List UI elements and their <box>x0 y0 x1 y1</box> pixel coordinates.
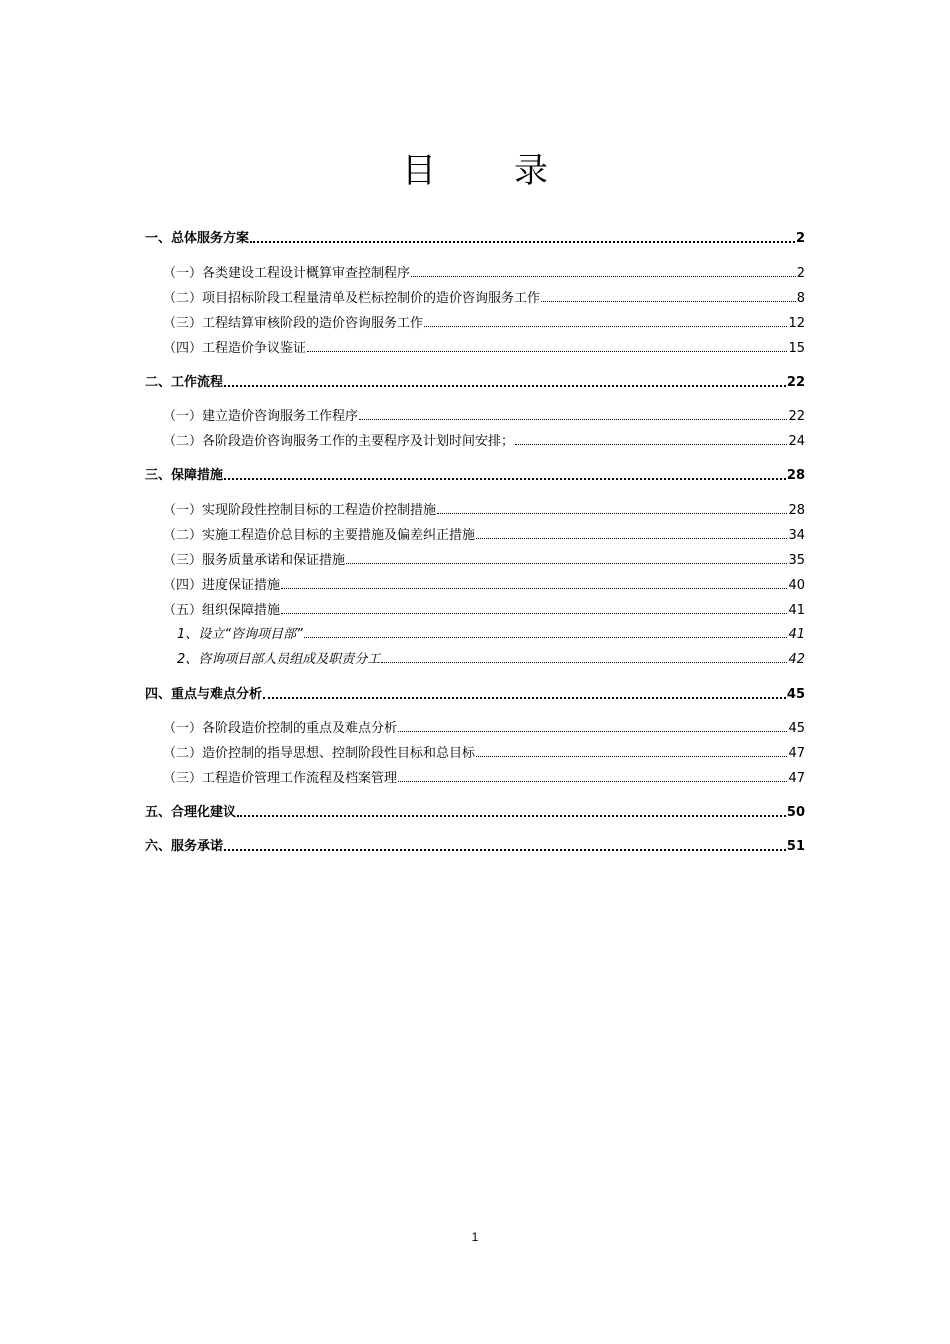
toc-entry-1-4[interactable] <box>145 336 805 356</box>
toc-entry-page: 47 <box>788 746 805 761</box>
toc-entry-label: （三）工程结算审核阶段的造价咨询服务工作 <box>163 312 423 331</box>
toc-entry-2-1[interactable] <box>145 404 805 424</box>
toc-entry-label: （一）各阶段造价控制的重点及难点分析 <box>163 717 397 736</box>
dot-leader <box>346 563 787 564</box>
dot-leader <box>437 513 787 514</box>
toc-entry-1-1[interactable] <box>145 261 805 281</box>
toc-entry-3-5-1[interactable] <box>145 622 805 642</box>
dot-leader <box>398 781 787 782</box>
dot-leader <box>307 351 787 352</box>
toc-entry-label: （三）工程造价管理工作流程及档案管理 <box>163 767 397 786</box>
toc-entry-label: （四）进度保证措施 <box>163 574 280 593</box>
toc-entry-page: 51 <box>786 839 805 854</box>
dot-leader <box>381 662 787 663</box>
toc-entry-3-4[interactable] <box>145 573 805 593</box>
toc-entry-3-5-2[interactable] <box>145 647 805 667</box>
toc-entry-label: 四、重点与难点分析 <box>145 683 262 702</box>
toc-entry-section-6[interactable] <box>145 834 805 854</box>
toc-entry-label: （一）各类建设工程设计概算审查控制程序 <box>163 262 410 281</box>
toc-entry-section-5[interactable] <box>145 800 805 820</box>
toc-entry-page: 24 <box>788 434 805 449</box>
dot-leader <box>411 276 796 277</box>
toc-entry-label: （二）实施工程造价总目标的主要措施及偏差纠正措施 <box>163 524 475 543</box>
toc-entry-3-2[interactable] <box>145 523 805 543</box>
toc-entry-label: 一、总体服务方案 <box>145 227 249 246</box>
toc-entry-label: （四）工程造价争议鉴证 <box>163 337 306 356</box>
toc-entry-label: （二）造价控制的指导思想、控制阶段性目标和总目标 <box>163 742 475 761</box>
toc-entry-2-2[interactable] <box>145 429 805 449</box>
toc-title-char-1: 目 <box>402 151 436 191</box>
toc-entry-label: （五）组织保障措施 <box>163 599 280 618</box>
toc-entry-page: 22 <box>788 409 805 424</box>
toc-entry-label: （二）各阶段造价咨询服务工作的主要程序及计划时间安排； <box>163 430 514 449</box>
toc-entry-label: （三）服务质量承诺和保证措施 <box>163 549 345 568</box>
toc-entry-page: 35 <box>788 553 805 568</box>
toc-entry-page: 2 <box>795 231 805 246</box>
toc-entry-page: 15 <box>788 341 805 356</box>
toc-entry-label: 二、工作流程 <box>145 371 223 390</box>
dot-leader <box>476 756 787 757</box>
dot-leader <box>224 849 786 851</box>
toc-entry-section-1[interactable] <box>145 226 805 246</box>
toc-entry-page: 28 <box>786 468 805 483</box>
toc-entry-page: 12 <box>788 316 805 331</box>
toc-entry-page: 41 <box>788 603 805 618</box>
toc-entry-page: 34 <box>788 528 805 543</box>
toc-entry-label: 六、服务承诺 <box>145 835 223 854</box>
toc-title-char-2: 录 <box>514 151 548 191</box>
toc-entry-label: （一）实现阶段性控制目标的工程造价控制措施 <box>163 499 436 518</box>
dot-leader <box>224 478 786 480</box>
toc-entry-page: 45 <box>788 721 805 736</box>
toc-entry-page: 2 <box>796 266 805 281</box>
dot-leader <box>263 697 786 699</box>
page-number: 1 <box>471 1230 479 1244</box>
toc-title <box>0 146 950 196</box>
toc-entry-page: 22 <box>786 375 805 390</box>
toc-entry-3-1[interactable] <box>145 498 805 518</box>
toc-entry-4-3[interactable] <box>145 766 805 786</box>
toc-entry-label: 1、设立“咨询项目部” <box>177 623 303 642</box>
dot-leader <box>515 444 787 445</box>
toc-entry-label: 三、保障措施 <box>145 464 223 483</box>
toc-entry-page: 47 <box>788 771 805 786</box>
dot-leader <box>541 301 796 302</box>
toc-entry-section-4[interactable] <box>145 682 805 702</box>
toc-entry-label: 五、合理化建议 <box>145 801 236 820</box>
toc-entry-page: 8 <box>796 291 805 306</box>
toc-entry-label: （一）建立造价咨询服务工作程序 <box>163 405 358 424</box>
dot-leader <box>250 241 795 243</box>
toc-entry-4-2[interactable] <box>145 741 805 761</box>
toc-entry-page: 40 <box>788 578 805 593</box>
toc-entry-page: 42 <box>788 652 805 667</box>
toc-entry-page: 45 <box>786 687 805 702</box>
dot-leader <box>224 385 786 387</box>
toc-entry-label: （二）项目招标阶段工程量清单及栏标控制价的造价咨询服务工作 <box>163 287 540 306</box>
dot-leader <box>304 637 788 638</box>
dot-leader <box>237 815 786 817</box>
toc-entry-4-1[interactable] <box>145 716 805 736</box>
toc-entry-1-3[interactable] <box>145 311 805 331</box>
toc-entry-3-3[interactable] <box>145 548 805 568</box>
dot-leader <box>424 326 787 327</box>
toc-entry-3-5[interactable] <box>145 598 805 618</box>
dot-leader <box>398 731 787 732</box>
dot-leader <box>281 613 787 614</box>
toc-entry-1-2[interactable] <box>145 286 805 306</box>
toc-entry-page: 50 <box>786 805 805 820</box>
dot-leader <box>476 538 787 539</box>
toc-entry-page: 28 <box>788 503 805 518</box>
toc-entry-section-2[interactable] <box>145 370 805 390</box>
toc-entry-page: 41 <box>788 627 805 642</box>
dot-leader <box>359 419 787 420</box>
dot-leader <box>281 588 787 589</box>
toc-entry-label: 2、咨询项目部人员组成及职责分工 <box>177 648 380 667</box>
toc-entry-section-3[interactable] <box>145 463 805 483</box>
